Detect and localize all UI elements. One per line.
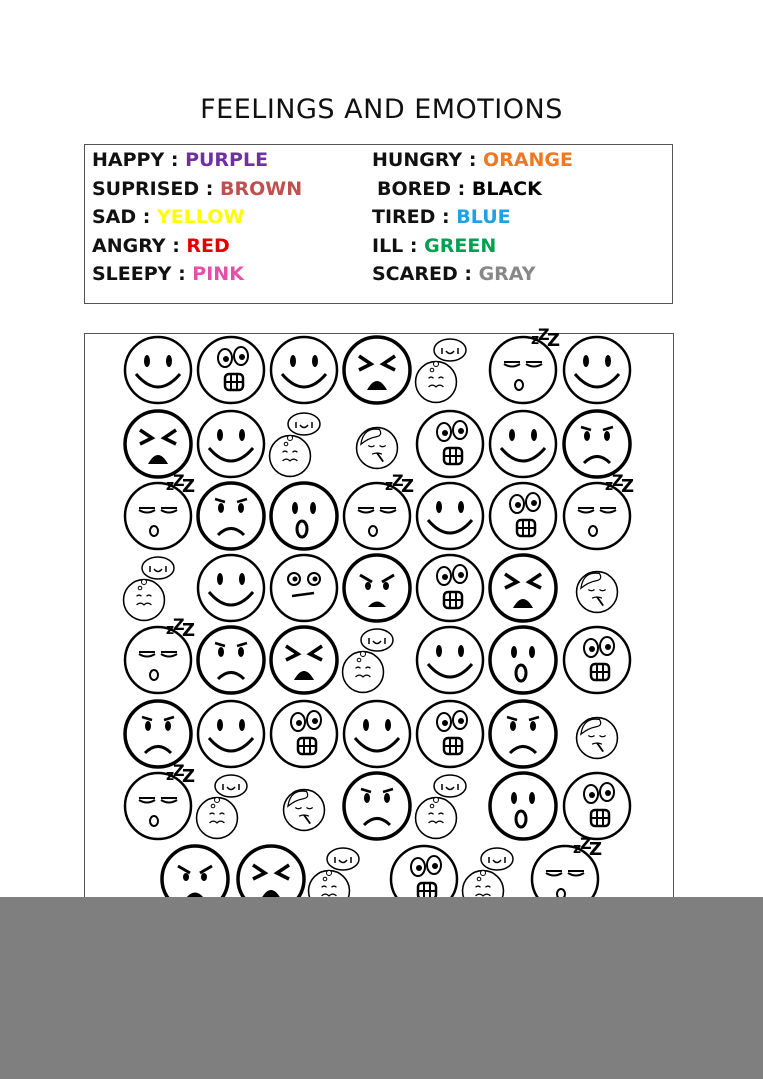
svg-text:Z: Z — [173, 471, 185, 490]
svg-text:z: z — [605, 478, 614, 494]
legend-feeling: ILL — [372, 235, 404, 257]
face-happy-icon[interactable] — [191, 694, 271, 774]
legend-color: PURPLE — [185, 149, 269, 171]
face-scared-icon[interactable] — [410, 404, 490, 484]
legend-item-angry — [92, 235, 230, 257]
legend-color: YELLOW — [157, 206, 245, 228]
legend-feeling: SAD — [92, 206, 137, 228]
face-scared-icon[interactable] — [410, 694, 490, 774]
face-bored-icon[interactable] — [264, 548, 344, 628]
legend-color: PINK — [192, 263, 244, 285]
face-happy-icon[interactable] — [337, 694, 417, 774]
legend-item-sleepy — [92, 263, 244, 285]
legend-color: BROWN — [220, 178, 303, 200]
svg-text:Z: Z — [182, 620, 196, 641]
legend-feeling: BORED — [377, 178, 452, 200]
svg-text:Z: Z — [173, 615, 185, 634]
svg-text:Z: Z — [392, 471, 404, 490]
svg-text:Z: Z — [173, 761, 185, 780]
face-sad-icon[interactable] — [191, 476, 271, 556]
svg-text:Z: Z — [182, 476, 196, 497]
legend-color: BLACK — [471, 178, 542, 200]
legend-feeling: SLEEPY — [92, 263, 172, 285]
face-happy-icon[interactable] — [557, 330, 637, 410]
face-scared-icon[interactable] — [410, 548, 490, 628]
face-happy-icon[interactable] — [264, 330, 344, 410]
legend-separator: : — [457, 178, 466, 200]
face-scared-icon[interactable] — [191, 330, 271, 410]
worksheet-title: FEELINGS AND EMOTIONS — [200, 94, 563, 125]
legend-separator: : — [464, 263, 472, 285]
legend-separator: : — [172, 235, 180, 257]
svg-text:z: z — [166, 768, 175, 784]
face-happy-icon[interactable] — [410, 476, 490, 556]
legend-item-bored — [377, 178, 542, 200]
face-happy-icon[interactable] — [118, 330, 198, 410]
face-happy-icon[interactable] — [410, 620, 490, 700]
face-ill-icon[interactable] — [264, 770, 344, 850]
legend-separator: : — [142, 206, 151, 228]
legend-feeling: TIRED — [372, 206, 436, 228]
face-surprised-icon[interactable] — [483, 766, 563, 846]
face-scared-icon[interactable] — [264, 694, 344, 774]
legend-separator: : — [205, 178, 214, 200]
legend-item-sad — [92, 206, 244, 228]
face-tired-icon[interactable] — [118, 404, 198, 484]
face-sad-icon[interactable] — [557, 404, 637, 484]
svg-text:Z: Z — [621, 476, 635, 497]
legend-feeling: ANGRY — [92, 235, 166, 257]
svg-text:Z: Z — [580, 834, 592, 853]
svg-text:Z: Z — [538, 325, 550, 344]
svg-text:z: z — [166, 478, 175, 494]
face-tired-icon[interactable] — [483, 548, 563, 628]
svg-text:z: z — [385, 478, 394, 494]
legend-item-ill — [372, 235, 496, 257]
face-scared-icon[interactable] — [557, 766, 637, 846]
legend-item-hungry — [372, 149, 573, 171]
face-sleepy-icon[interactable] — [118, 471, 198, 556]
face-surprised-icon[interactable] — [264, 476, 344, 556]
svg-text:z: z — [573, 841, 582, 857]
face-sleepy-icon[interactable] — [557, 471, 637, 556]
face-sleepy-icon[interactable] — [118, 615, 198, 700]
legend-separator: : — [468, 149, 477, 171]
color-legend — [84, 144, 673, 304]
svg-text:z: z — [531, 332, 540, 348]
legend-item-scared — [372, 263, 535, 285]
legend-separator: : — [170, 149, 179, 171]
legend-color: GRAY — [478, 263, 536, 285]
face-scared-icon[interactable] — [483, 476, 563, 556]
face-sad-icon[interactable] — [118, 694, 198, 774]
legend-separator: : — [442, 206, 450, 228]
face-happy-icon[interactable] — [483, 404, 563, 484]
legend-separator: : — [178, 263, 186, 285]
face-happy-icon[interactable] — [191, 548, 271, 628]
svg-text:Z: Z — [182, 766, 196, 787]
legend-feeling: SCARED — [372, 263, 458, 285]
legend-color: GREEN — [424, 235, 497, 257]
svg-text:z: z — [166, 622, 175, 638]
svg-text:Z: Z — [547, 330, 561, 351]
face-sleepy-icon[interactable] — [483, 325, 563, 410]
legend-item-surprised — [92, 178, 302, 200]
legend-separator: : — [409, 235, 418, 257]
legend-item-happy — [92, 149, 268, 171]
face-scared-icon[interactable] — [557, 620, 637, 700]
legend-color: RED — [186, 235, 230, 257]
emoji-coloring-grid — [84, 325, 674, 933]
svg-text:Z: Z — [589, 839, 603, 860]
face-sad-icon[interactable] — [191, 620, 271, 700]
legend-feeling: HUNGRY — [372, 149, 463, 171]
face-sleepy-icon[interactable] — [337, 471, 417, 556]
legend-color: BLUE — [456, 206, 511, 228]
face-sad-icon[interactable] — [483, 694, 563, 774]
svg-text:Z: Z — [401, 476, 415, 497]
legend-item-tired — [372, 206, 511, 228]
legend-color: ORANGE — [483, 149, 574, 171]
face-surprised-icon[interactable] — [483, 620, 563, 700]
face-angry-icon[interactable] — [337, 548, 417, 628]
svg-text:Z: Z — [612, 471, 624, 490]
legend-feeling: SUPRISED — [92, 178, 200, 200]
gray-band — [0, 897, 763, 1079]
legend-feeling: HAPPY — [92, 149, 165, 171]
